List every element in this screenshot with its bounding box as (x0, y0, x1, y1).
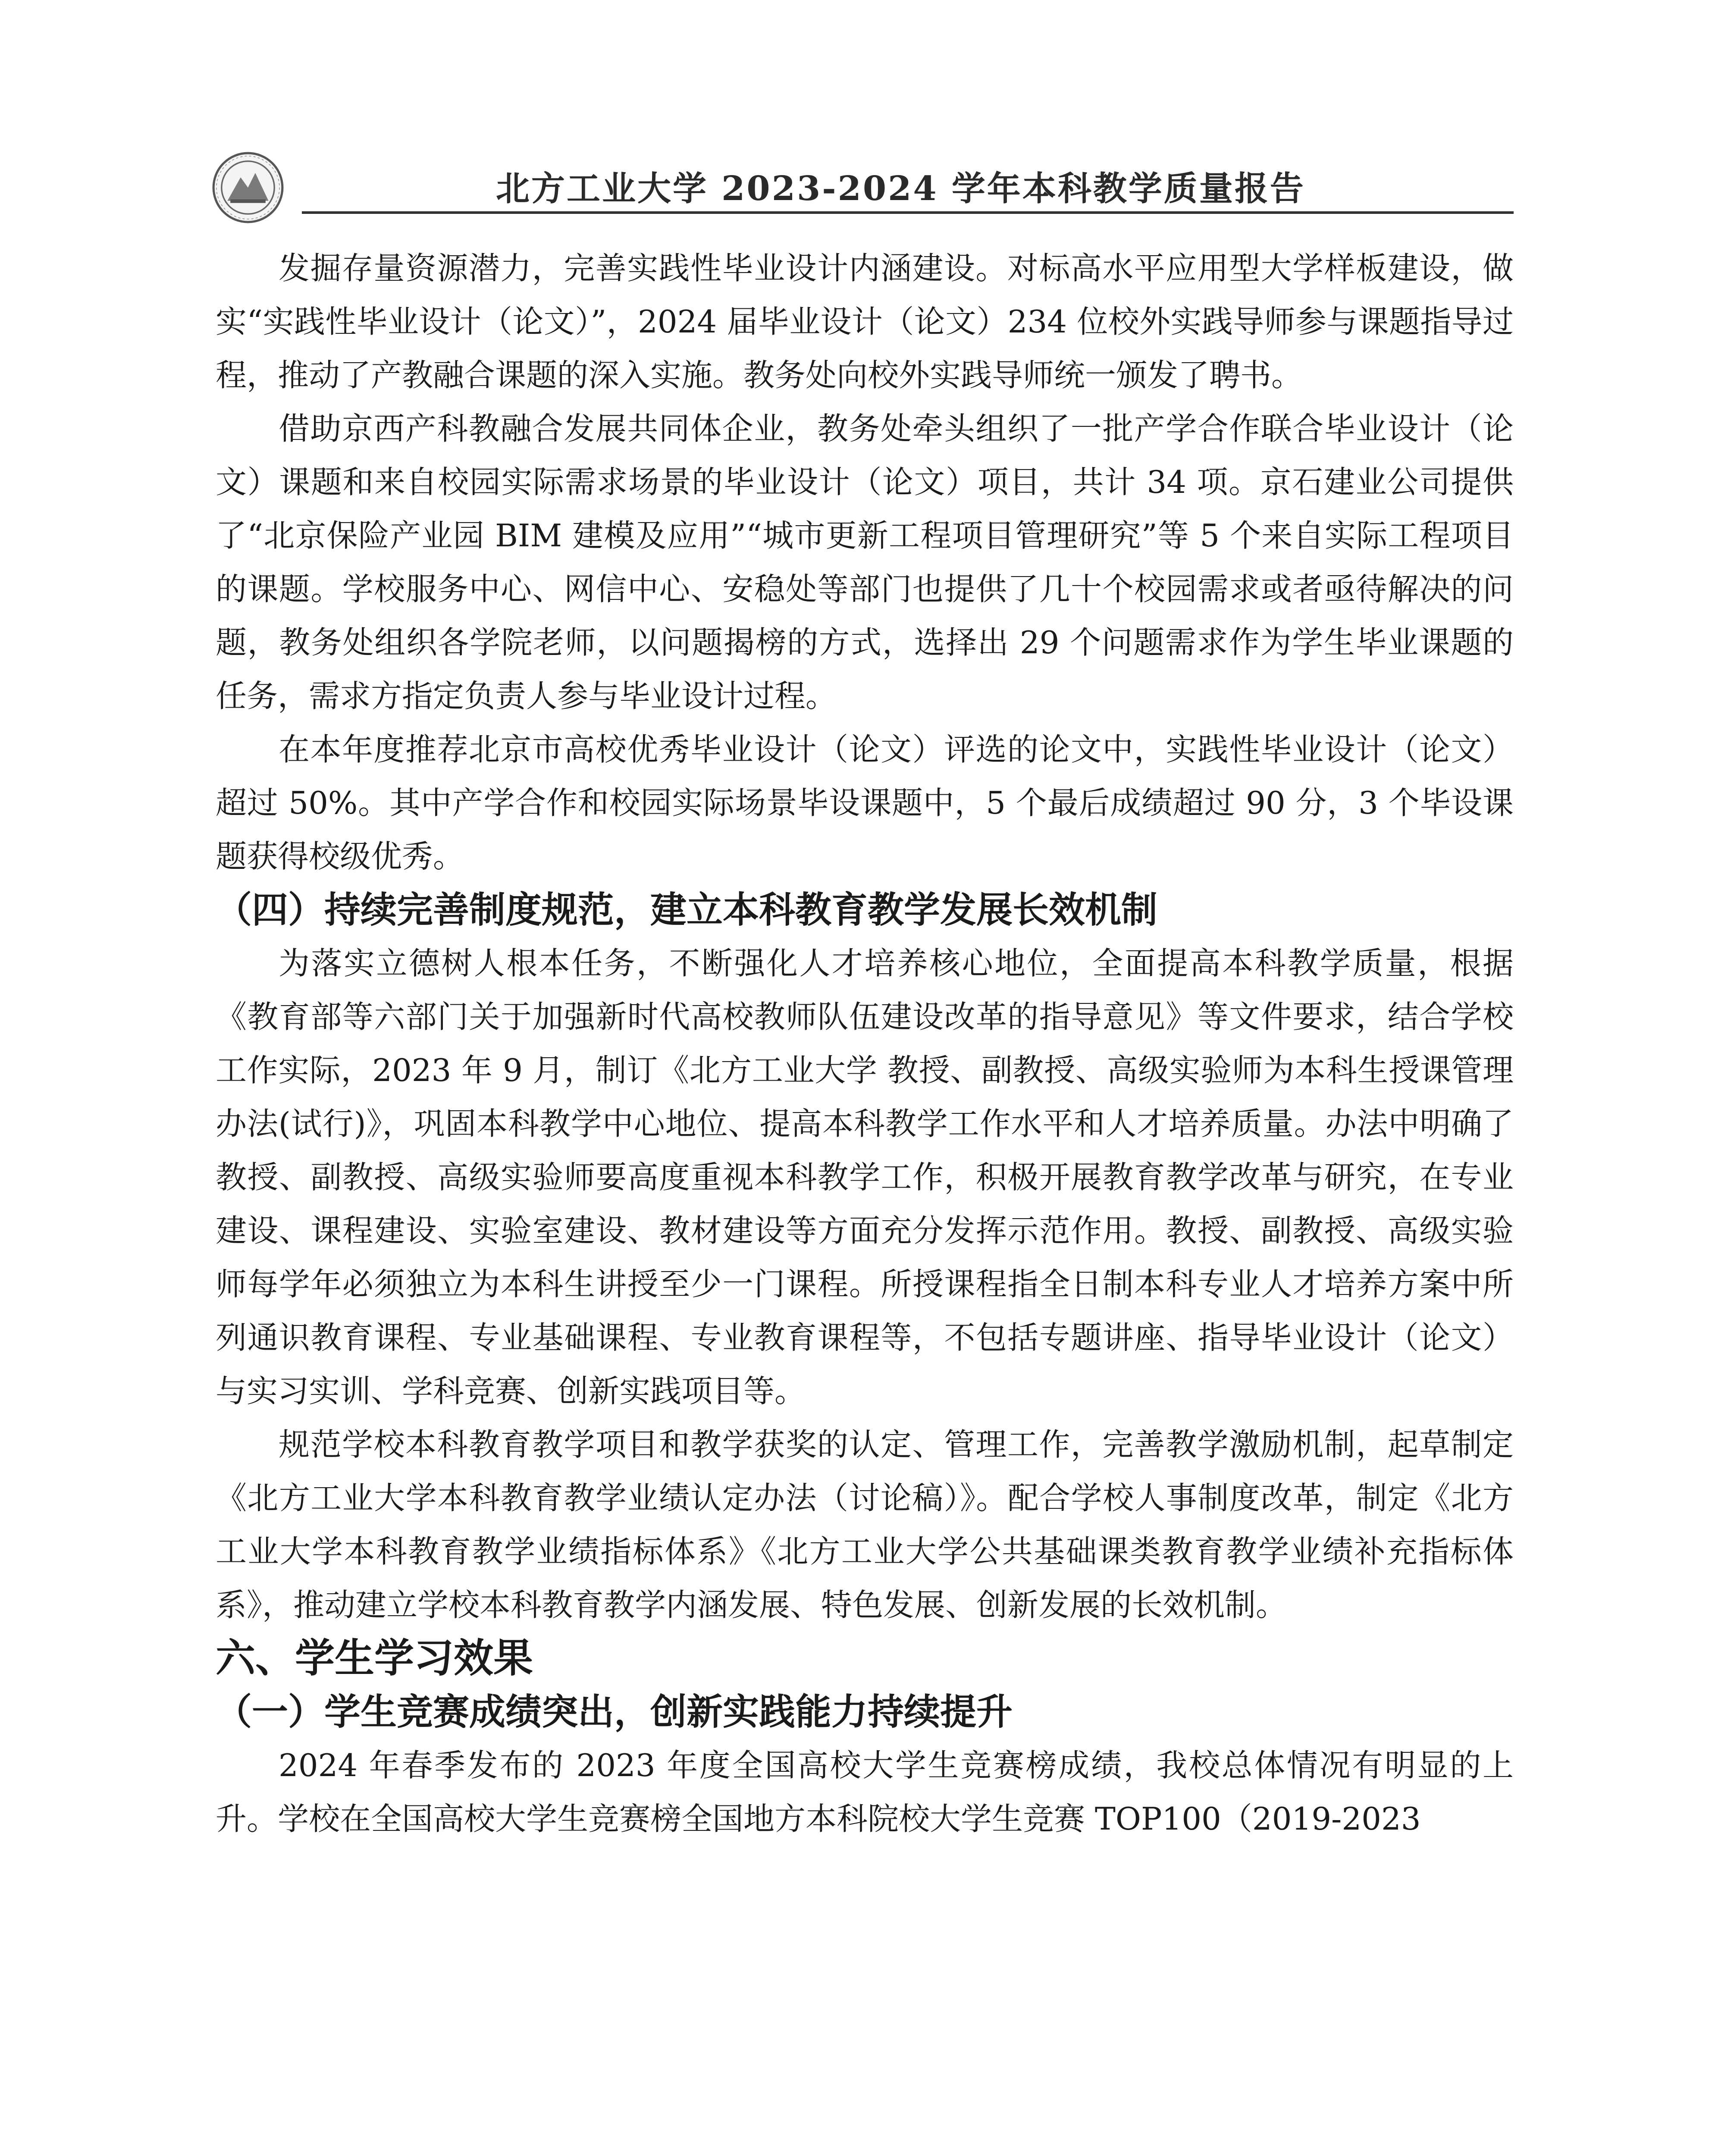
paragraph: 发掘存量资源潜力，完善实践性毕业设计内涵建设。对标高水平应用型大学样板建设，做实“实践性毕业设计（论文）”，2024 届毕业设计（论文）234 位校外实践导师参与课题指导过程，推动了产教融合课题的深入实施。教务处向校外实践导师统一颁发了聘书。 (216, 250, 1514, 393)
section-subheading: （一）学生竞赛成绩突出，创新实践能力持续提升 (216, 1691, 1013, 1733)
paragraph: 为落实立德树人根本任务，不断强化人才培养核心地位，全面提高本科教学质量，根据《教育部等六部门关于加强新时代高校教师队伍建设改革的指导意见》等文件要求，结合学校工作实际，2023 年 9 月，制订《北方工业大学 教授、副教授、高级实验师为本科生授课管理办法(试行)》，巩固本科教学中心地位、提高本科教学工作水平和人才培养质量。办法中明确了教授、副教授、高级实验师要高度重视本科教学工作，积极开展教育教学改革与研究，在专业建设、课程建设、实验室建设、教材建设等方面充分发挥示范作用。教授、副教授、高级实验师每学年必须独立为本科生讲授至少一门课程。所授课程指全日制本科专业人才培养方案中所列通识教育课程、专业基础课程、专业教育课程等，不包括专题讲座、指导毕业设计（论文）与实习实训、学科竞赛、创新实践项目等。 (216, 945, 1514, 1409)
document-body (216, 241, 1514, 1846)
page-header (203, 142, 1514, 220)
paragraph: 借助京西产科教融合发展共同体企业，教务处牵头组织了一批产学合作联合毕业设计（论文）课题和来自校园实际需求场景的毕业设计（论文）项目，共计 34 项。京石建业公司提供了“北京保险产业园 BIM 建模及应用”“城市更新工程项目管理研究”等 5 个来自实际工程项目的课题。学校服务中心、网信中心、安稳处等部门也提供了几十个校园需求或者亟待解决的问题，教务处组织各学院老师，以问题揭榜的方式，选择出 29 个问题需求作为学生毕业课题的任务，需求方指定负责人参与毕业设计过程。 (216, 411, 1514, 714)
header-divider (302, 211, 1514, 214)
section-subheading: （四）持续完善制度规范，建立本科教育教学发展长效机制 (216, 889, 1158, 931)
report-title: 北方工业大学 2023-2024 学年本科教学质量报告 (496, 169, 1305, 208)
paragraph: 2024 年春季发布的 2023 年度全国高校大学生竞赛榜成绩，我校总体情况有明显的上升。学校在全国高校大学生竞赛榜全国地方本科院校大学生竞赛 TOP100（2019-2023 (216, 1747, 1514, 1837)
university-seal-icon (211, 151, 285, 224)
section-heading: 六、学生学习效果 (216, 1635, 533, 1681)
paragraph: 规范学校本科教育教学项目和教学获奖的认定、管理工作，完善教学激励机制，起草制定《北方工业大学本科教育教学业绩认定办法（讨论稿）》。配合学校人事制度改革，制定《北方工业大学本科教育教学业绩指标体系》《北方工业大学公共基础课类教育教学业绩补充指标体系》，推动建立学校本科教育教学内涵发展、特色发展、创新发展的长效机制。 (216, 1426, 1514, 1623)
paragraph: 在本年度推荐北京市高校优秀毕业设计（论文）评选的论文中，实践性毕业设计（论文）超过 50%。其中产学合作和校园实际场景毕设课题中，5 个最后成绩超过 90 分，3 个毕设课题获得校级优秀。 (216, 731, 1514, 874)
